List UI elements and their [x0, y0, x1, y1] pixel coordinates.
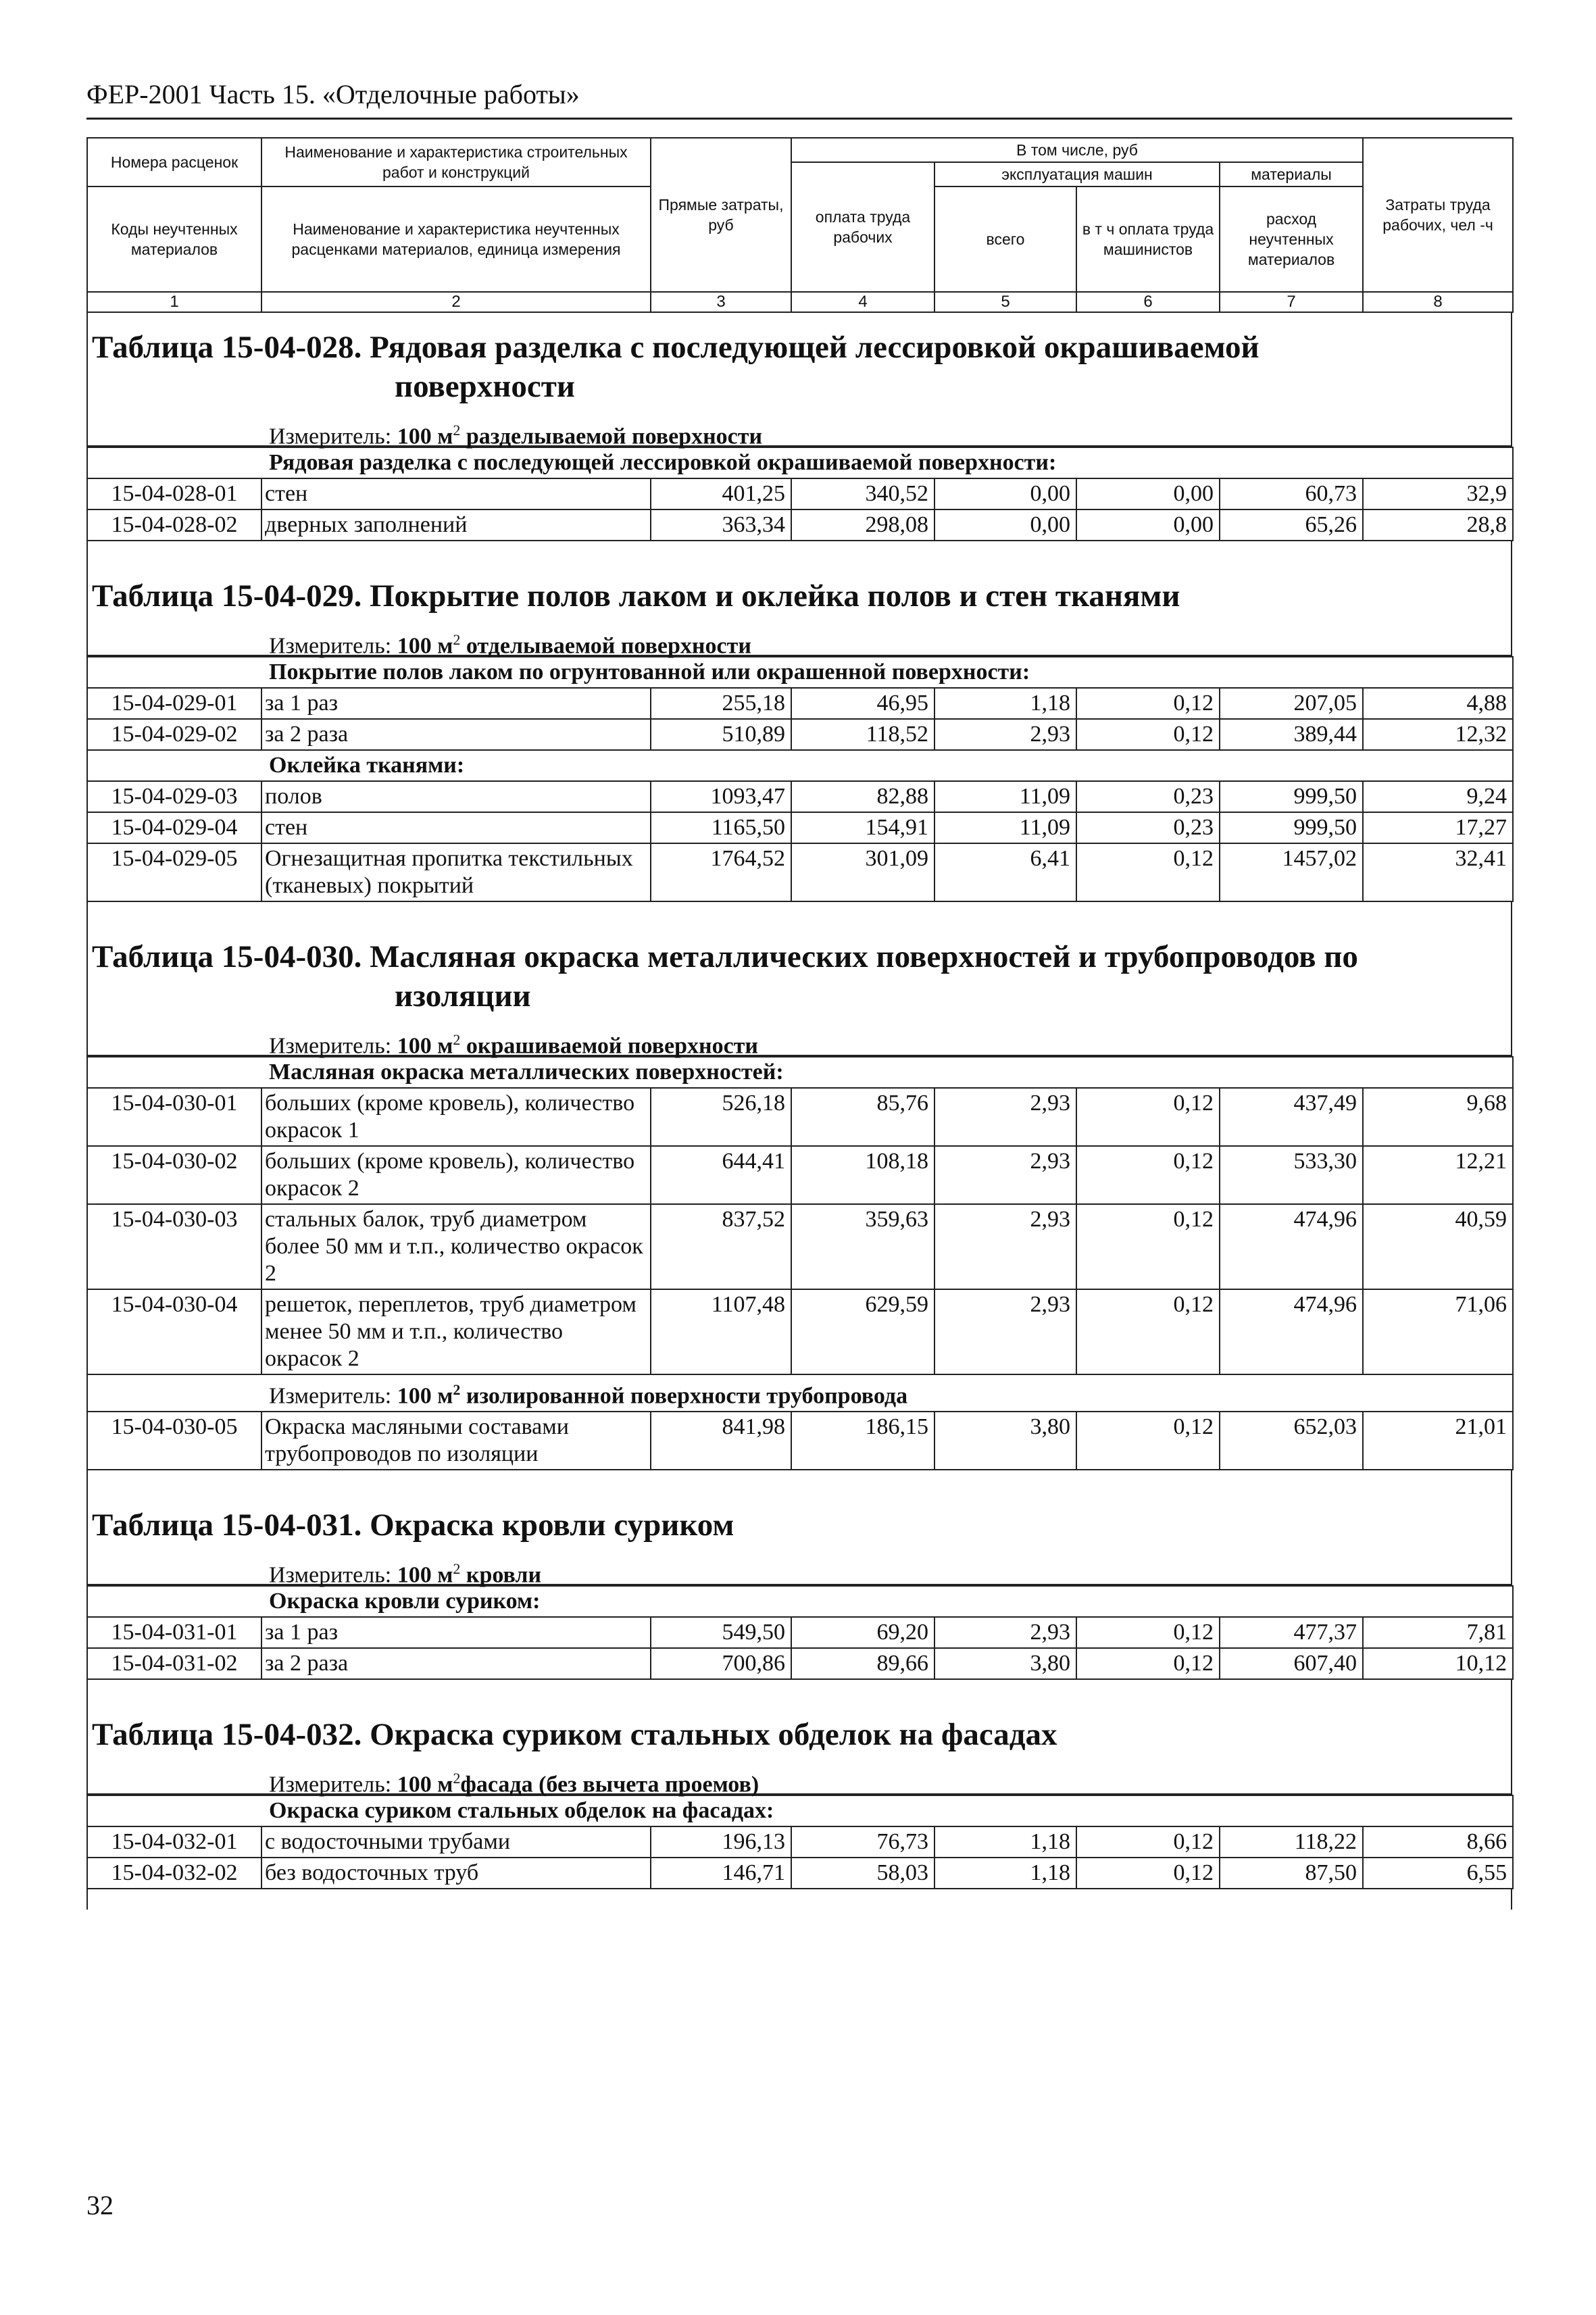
table-title-text: Таблица 15-04-028. Рядовая разделка с последующей лессировкой окрашиваемой	[92, 330, 1260, 365]
col2-bottom-header: Наименование и характеристика неучтенных расценками материалов, единица измерения	[261, 186, 651, 292]
col5-header: всего	[934, 186, 1076, 292]
measure-sup: 2	[453, 422, 461, 439]
material-cost: 533,30	[1220, 1146, 1363, 1204]
col7-header: расход неучтенных материалов	[1220, 186, 1363, 292]
wage-cost: 186,15	[791, 1412, 934, 1470]
measure-sup: 2	[453, 1770, 461, 1787]
work-name: за 1 раз	[261, 1617, 651, 1648]
column-header-table	[86, 137, 1514, 313]
labor-cost: 17,27	[1363, 812, 1513, 843]
table-row	[87, 1088, 1513, 1146]
wage-cost: 76,73	[791, 1826, 934, 1858]
rate-code: 15-04-032-02	[87, 1858, 261, 1889]
machinist-wage: 0,12	[1076, 1617, 1220, 1648]
direct-cost: 401,25	[651, 478, 791, 509]
labor-cost: 10,12	[1363, 1648, 1513, 1679]
section-spacer	[86, 902, 1512, 922]
table-title	[86, 922, 1512, 1025]
direct-cost: 644,41	[651, 1146, 791, 1204]
machinist-wage: 0,12	[1076, 1648, 1220, 1679]
document-title: ФЕР-2001 Часть 15. «Отделочные работы»	[86, 79, 580, 109]
machine-cost: 2,93	[934, 1146, 1076, 1204]
machinist-wage: 0,00	[1076, 478, 1220, 509]
labor-cost: 32,9	[1363, 478, 1513, 509]
table-row	[87, 1858, 1513, 1889]
machine-cost: 11,09	[934, 812, 1076, 843]
labor-cost: 12,21	[1363, 1146, 1513, 1204]
machinist-wage: 0,23	[1076, 812, 1220, 843]
measure-prefix: Измеритель:	[269, 633, 397, 659]
material-cost: 607,40	[1220, 1648, 1363, 1679]
rate-code: 15-04-030-02	[87, 1146, 261, 1204]
machinist-wage: 0,00	[1076, 509, 1220, 541]
price-table	[86, 656, 1514, 902]
col2-top-header: Наименование и характеристика строительных работ и конструкций	[261, 138, 651, 186]
table-title-continuation: поверхности	[395, 369, 575, 404]
table-row	[87, 1617, 1513, 1648]
rate-code: 15-04-031-01	[87, 1617, 261, 1648]
machine-cost: 3,80	[934, 1648, 1076, 1679]
labor-cost: 9,24	[1363, 781, 1513, 812]
labor-cost: 6,55	[1363, 1858, 1513, 1889]
labor-cost: 8,66	[1363, 1826, 1513, 1858]
measure-value: 100 м	[397, 1772, 453, 1797]
wage-cost: 340,52	[791, 478, 934, 509]
table-row	[87, 1648, 1513, 1679]
measure-line	[86, 625, 1512, 659]
col4-header: оплата труда рабочих	[791, 162, 934, 292]
wage-cost: 359,63	[791, 1204, 934, 1289]
work-name: Окраска масляными составами трубопроводов по изоляции	[261, 1412, 651, 1470]
price-table-section	[86, 313, 1512, 562]
direct-cost: 510,89	[651, 719, 791, 750]
table-row	[87, 843, 1513, 901]
group-heading: Окраска кровли суриком:	[87, 1586, 1513, 1617]
measure-suffix: изолированной поверхности трубопровода	[460, 1383, 908, 1409]
table-title-text: Таблица 15-04-031. Окраска кровли суриком	[92, 1508, 734, 1543]
price-table	[86, 1056, 1514, 1470]
measure-suffix: разделываемой поверхности	[460, 424, 763, 449]
rate-code: 15-04-030-03	[87, 1204, 261, 1289]
col8-header: Затраты труда рабочих, чел -ч	[1363, 138, 1513, 292]
table-title	[86, 313, 1512, 416]
table-title-continuation: изоляции	[395, 978, 531, 1014]
col3-header: Прямые затраты, руб	[651, 138, 791, 292]
measure-sup: 2	[453, 631, 461, 648]
group-heading: Окраска суриком стальных обделок на фасадах:	[87, 1795, 1513, 1826]
measure-line	[86, 1554, 1512, 1588]
rate-code: 15-04-029-02	[87, 719, 261, 750]
material-cost: 1457,02	[1220, 843, 1363, 901]
table-title-text: Таблица 15-04-030. Масляная окраска металлических поверхностей и трубопроводов по	[92, 939, 1358, 974]
measure-sup: 2	[453, 1031, 461, 1048]
rate-code: 15-04-031-02	[87, 1648, 261, 1679]
table-title	[86, 1491, 1512, 1554]
wage-cost: 69,20	[791, 1617, 934, 1648]
machinist-wage: 0,12	[1076, 719, 1220, 750]
measure-line	[86, 416, 1512, 447]
measure-value: 100 м	[397, 1562, 453, 1588]
direct-cost: 146,71	[651, 1858, 791, 1889]
direct-cost: 196,13	[651, 1826, 791, 1858]
price-table-section	[86, 562, 1512, 922]
work-name: за 2 раза	[261, 719, 651, 750]
price-table-section	[86, 1491, 1512, 1700]
wage-cost: 108,18	[791, 1146, 934, 1204]
labor-cost: 4,88	[1363, 688, 1513, 719]
materials-header: материалы	[1220, 162, 1363, 186]
measure-prefix: Измеритель:	[269, 1562, 397, 1588]
machine-cost: 2,93	[934, 1289, 1076, 1374]
price-table-section	[86, 1700, 1512, 1910]
material-cost: 474,96	[1220, 1204, 1363, 1289]
wage-cost: 118,52	[791, 719, 934, 750]
wage-cost: 85,76	[791, 1088, 934, 1146]
section-spacer	[86, 1680, 1512, 1700]
measure-value: 100 м	[397, 424, 453, 449]
material-cost: 118,22	[1220, 1826, 1363, 1858]
incl-header: В том числе, руб	[791, 138, 1363, 162]
machinist-wage: 0,12	[1076, 1146, 1220, 1204]
labor-cost: 28,8	[1363, 509, 1513, 541]
table-row	[87, 812, 1513, 843]
material-cost: 207,05	[1220, 688, 1363, 719]
price-table	[86, 447, 1514, 541]
wage-cost: 629,59	[791, 1289, 934, 1374]
direct-cost: 841,98	[651, 1412, 791, 1470]
table-title-text: Таблица 15-04-029. Покрытие полов лаком и оклейка полов и стен тканями	[92, 578, 1180, 614]
machinist-wage: 0,12	[1076, 1204, 1220, 1289]
col6-header: в т ч оплата труда машинистов	[1076, 186, 1220, 292]
work-name: дверных заполнений	[261, 509, 651, 541]
machine-cost: 0,00	[934, 478, 1076, 509]
table-row	[87, 781, 1513, 812]
measure-suffix: фасада (без вычета проемов)	[460, 1772, 759, 1797]
measure-line	[86, 1764, 1512, 1795]
material-cost: 999,50	[1220, 781, 1363, 812]
col-number: 2	[261, 292, 651, 312]
work-name: за 2 раза	[261, 1648, 651, 1679]
col-number: 8	[1363, 292, 1513, 312]
direct-cost: 526,18	[651, 1088, 791, 1146]
measure-prefix: Измеритель:	[269, 1772, 397, 1797]
rate-code: 15-04-029-04	[87, 812, 261, 843]
rate-code: 15-04-028-02	[87, 509, 261, 541]
measure-prefix: Измеритель:	[269, 1033, 397, 1059]
direct-cost: 255,18	[651, 688, 791, 719]
material-cost: 652,03	[1220, 1412, 1363, 1470]
table-row	[87, 1412, 1513, 1470]
table-row	[87, 509, 1513, 541]
wage-cost: 89,66	[791, 1648, 934, 1679]
work-name: без водосточных труб	[261, 1858, 651, 1889]
measure-sup: 2	[453, 1560, 461, 1578]
direct-cost: 700,86	[651, 1648, 791, 1679]
col-number: 4	[791, 292, 934, 312]
machinist-wage: 0,12	[1076, 1088, 1220, 1146]
machine-cost: 1,18	[934, 688, 1076, 719]
table-row	[87, 1826, 1513, 1858]
machinist-wage: 0,12	[1076, 1858, 1220, 1889]
col-number: 6	[1076, 292, 1220, 312]
measure-sup: 2	[453, 1381, 461, 1398]
machine-cost: 2,93	[934, 719, 1076, 750]
machine-cost: 0,00	[934, 509, 1076, 541]
material-cost: 999,50	[1220, 812, 1363, 843]
machine-cost: 1,18	[934, 1826, 1076, 1858]
rate-code: 15-04-032-01	[87, 1826, 261, 1858]
col1-bottom-header: Коды неучтенных материалов	[87, 186, 261, 292]
table-row	[87, 1204, 1513, 1289]
material-cost: 437,49	[1220, 1088, 1363, 1146]
section-spacer	[86, 1470, 1512, 1491]
rate-code: 15-04-030-01	[87, 1088, 261, 1146]
document-body	[86, 137, 1512, 1910]
section-spacer	[86, 541, 1512, 562]
tables-container	[86, 313, 1512, 1910]
work-name: Огнезащитная пропитка текстильных (тканевых) покрытий	[261, 843, 651, 901]
table-title-text: Таблица 15-04-032. Окраска суриком стальных обделок на фасадах	[92, 1717, 1057, 1753]
machinist-wage: 0,23	[1076, 781, 1220, 812]
table-row	[87, 688, 1513, 719]
measure-suffix: кровли	[460, 1562, 542, 1588]
machine-cost: 2,93	[934, 1617, 1076, 1648]
machines-header: эксплуатация машин	[934, 162, 1220, 186]
col1-top-header: Номера расценок	[87, 138, 261, 186]
measure-line-2	[87, 1374, 1513, 1412]
machine-cost: 6,41	[934, 843, 1076, 901]
col-number: 7	[1220, 292, 1363, 312]
price-table	[86, 1795, 1514, 1889]
material-cost: 389,44	[1220, 719, 1363, 750]
measure-prefix: Измеритель:	[269, 1383, 397, 1409]
direct-cost: 1764,52	[651, 843, 791, 901]
material-cost: 477,37	[1220, 1617, 1363, 1648]
direct-cost: 1093,47	[651, 781, 791, 812]
table-title	[86, 562, 1512, 625]
work-name: стен	[261, 812, 651, 843]
machine-cost: 11,09	[934, 781, 1076, 812]
direct-cost: 549,50	[651, 1617, 791, 1648]
wage-cost: 46,95	[791, 688, 934, 719]
machinist-wage: 0,12	[1076, 688, 1220, 719]
machine-cost: 2,93	[934, 1088, 1076, 1146]
direct-cost: 1165,50	[651, 812, 791, 843]
price-table-section	[86, 922, 1512, 1491]
work-name: больших (кроме кровель), количество окрасок 2	[261, 1146, 651, 1204]
labor-cost: 71,06	[1363, 1289, 1513, 1374]
labor-cost: 7,81	[1363, 1617, 1513, 1648]
labor-cost: 12,32	[1363, 719, 1513, 750]
rate-code: 15-04-029-03	[87, 781, 261, 812]
work-name: с водосточными трубами	[261, 1826, 651, 1858]
table-row	[87, 1146, 1513, 1204]
work-name: стен	[261, 478, 651, 509]
measure-line	[86, 1025, 1512, 1059]
measure-value: 100 м	[397, 1383, 453, 1409]
direct-cost: 837,52	[651, 1204, 791, 1289]
labor-cost: 32,41	[1363, 843, 1513, 901]
material-cost: 474,96	[1220, 1289, 1363, 1374]
page-header	[86, 76, 1512, 120]
work-name: за 1 раз	[261, 688, 651, 719]
col-number: 5	[934, 292, 1076, 312]
price-table	[86, 1585, 1514, 1680]
labor-cost: 21,01	[1363, 1412, 1513, 1470]
labor-cost: 9,68	[1363, 1088, 1513, 1146]
rate-code: 15-04-028-01	[87, 478, 261, 509]
rate-code: 15-04-029-05	[87, 843, 261, 901]
direct-cost: 1107,48	[651, 1289, 791, 1374]
table-row	[87, 1289, 1513, 1374]
material-cost: 65,26	[1220, 509, 1363, 541]
measure-value: 100 м	[397, 1033, 453, 1059]
material-cost: 87,50	[1220, 1858, 1363, 1889]
machinist-wage: 0,12	[1076, 1826, 1220, 1858]
page-number: 32	[86, 2190, 114, 2220]
group-heading: Оклейка тканями:	[87, 750, 1513, 781]
rate-code: 15-04-030-05	[87, 1412, 261, 1470]
group-heading: Масляная окраска металлических поверхностей:	[87, 1057, 1513, 1088]
work-name: стальных балок, труб диаметром более 50 мм и т.п., количество окрасок 2	[261, 1204, 651, 1289]
table-row	[87, 719, 1513, 750]
direct-cost: 363,34	[651, 509, 791, 541]
wage-cost: 301,09	[791, 843, 934, 901]
machine-cost: 2,93	[934, 1204, 1076, 1289]
wage-cost: 82,88	[791, 781, 934, 812]
machinist-wage: 0,12	[1076, 843, 1220, 901]
machine-cost: 1,18	[934, 1858, 1076, 1889]
rate-code: 15-04-029-01	[87, 688, 261, 719]
machine-cost: 3,80	[934, 1412, 1076, 1470]
col-number: 1	[87, 292, 261, 312]
material-cost: 60,73	[1220, 478, 1363, 509]
measure-prefix: Измеритель:	[269, 424, 397, 449]
wage-cost: 58,03	[791, 1858, 934, 1889]
labor-cost: 40,59	[1363, 1204, 1513, 1289]
table-title	[86, 1700, 1512, 1764]
work-name: больших (кроме кровель), количество окрасок 1	[261, 1088, 651, 1146]
wage-cost: 154,91	[791, 812, 934, 843]
machinist-wage: 0,12	[1076, 1412, 1220, 1470]
group-heading: Покрытие полов лаком по огрунтованной или окрашенной поверхности:	[87, 657, 1513, 688]
section-spacer	[86, 1889, 1512, 1910]
work-name: полов	[261, 781, 651, 812]
col-number: 3	[651, 292, 791, 312]
wage-cost: 298,08	[791, 509, 934, 541]
machinist-wage: 0,12	[1076, 1289, 1220, 1374]
group-heading: Рядовая разделка с последующей лессировкой окрашиваемой поверхности:	[87, 447, 1513, 478]
work-name: решеток, переплетов, труб диаметром менее 50 мм и т.п., количество окрасок 2	[261, 1289, 651, 1374]
measure-value: 100 м	[397, 633, 453, 659]
measure-suffix: отделываемой поверхности	[460, 633, 751, 659]
rate-code: 15-04-030-04	[87, 1289, 261, 1374]
table-row	[87, 478, 1513, 509]
measure-suffix: окрашиваемой поверхности	[460, 1033, 758, 1059]
